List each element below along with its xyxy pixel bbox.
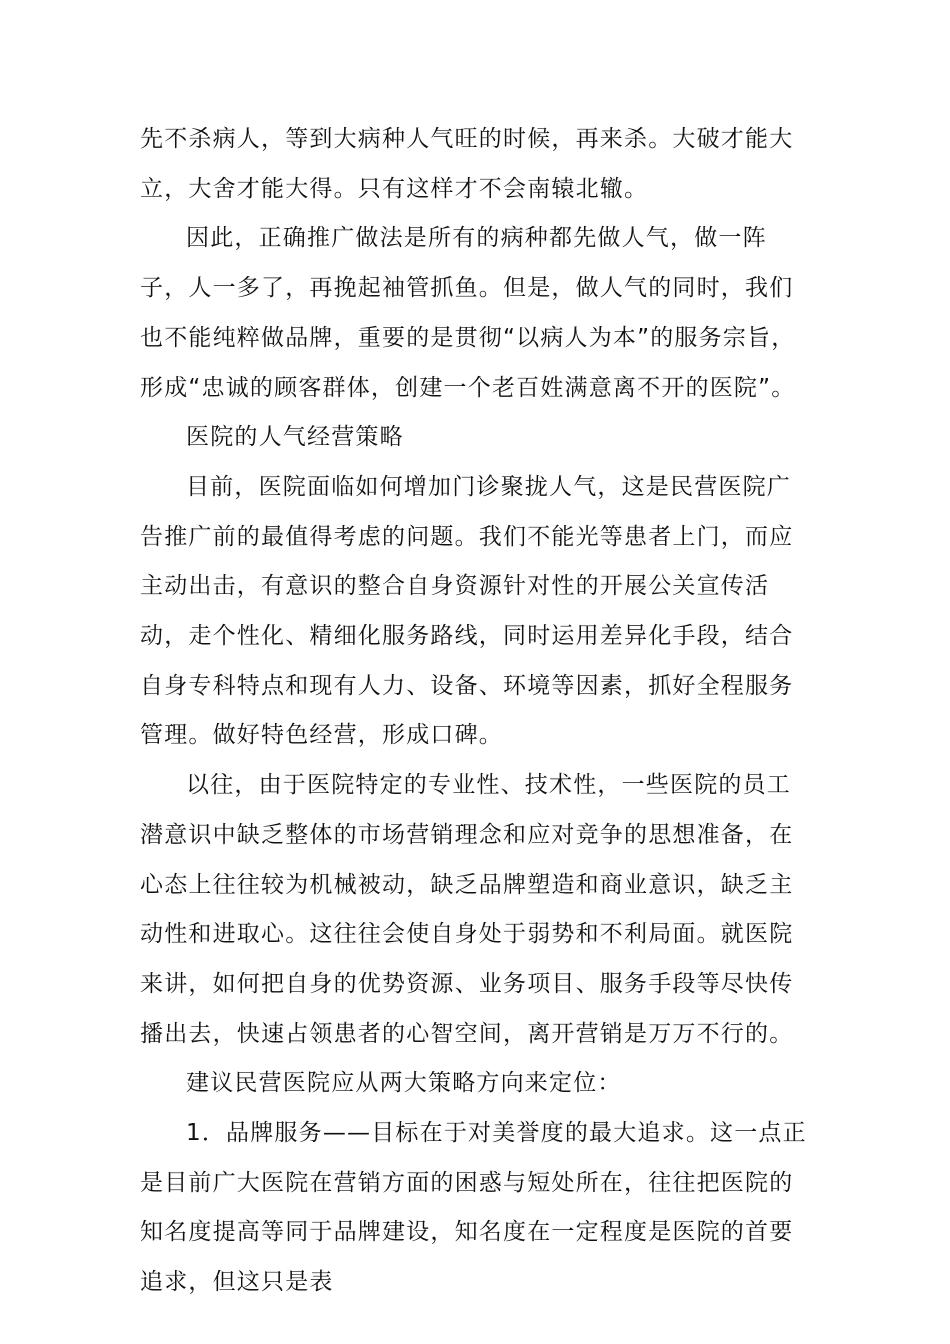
section-heading: 医院的人气经营策略 (186, 424, 404, 451)
paragraph-suggestion: 建议民营医院应从两大策略方向来定位： (186, 1070, 622, 1097)
document-body (140, 115, 812, 1308)
paragraph-brand-service: 1．品牌服务——目标在于对美誉度的最大追求。这一点正是目前广大医院在营销方面的困惑与短处所在，往往把医院的知名度提高等同于品牌建设，知名度在一定程度是医院的首要追求，但这只是表 (140, 1120, 807, 1296)
paragraph-promotion-method: 因此，正确推广做法是所有的病种都先做人气，做一阵子，人一多了，再挽起袖管抓鱼。但是，做人气的同时，我们也不能纯粹做品牌，重要的是贯彻“以病人为本”的服务宗旨，形成“忠诚的顾客群体，创建一个老百姓满意离不开的医院”。 (140, 225, 796, 401)
paragraph-past-situation: 以往，由于医院特定的专业性、技术性，一些医院的员工潜意识中缺乏整体的市场营销理念和应对竞争的思想准备，在心态上往往较为机械被动，缺乏品牌塑造和商业意识，缺乏主动性和进取心。这往往会使自身处于弱势和不利局面。就医院来讲，如何把自身的优势资源、业务项目、服务手段等尽快传播出去，快速占领患者的心智空间，离开营销是万万不行的。 (140, 772, 794, 1047)
paragraph-continued: 先不杀病人，等到大病种人气旺的时候，再来杀。大破才能大立，大舍才能大得。只有这样才不会南辕北辙。 (140, 126, 794, 202)
paragraph-current-situation: 目前，医院面临如何增加门诊聚拢人气，这是民营医院广告推广前的最值得考虑的问题。我们不能光等患者上门，而应主动出击，有意识的整合自身资源针对性的开展公关宣传活动，走个性化、精细化服务路线，同时运用差异化手段，结合自身专科特点和现有人力、设备、环境等因素，抓好全程服务管理。做好特色经营，形成口碑。 (140, 473, 794, 749)
